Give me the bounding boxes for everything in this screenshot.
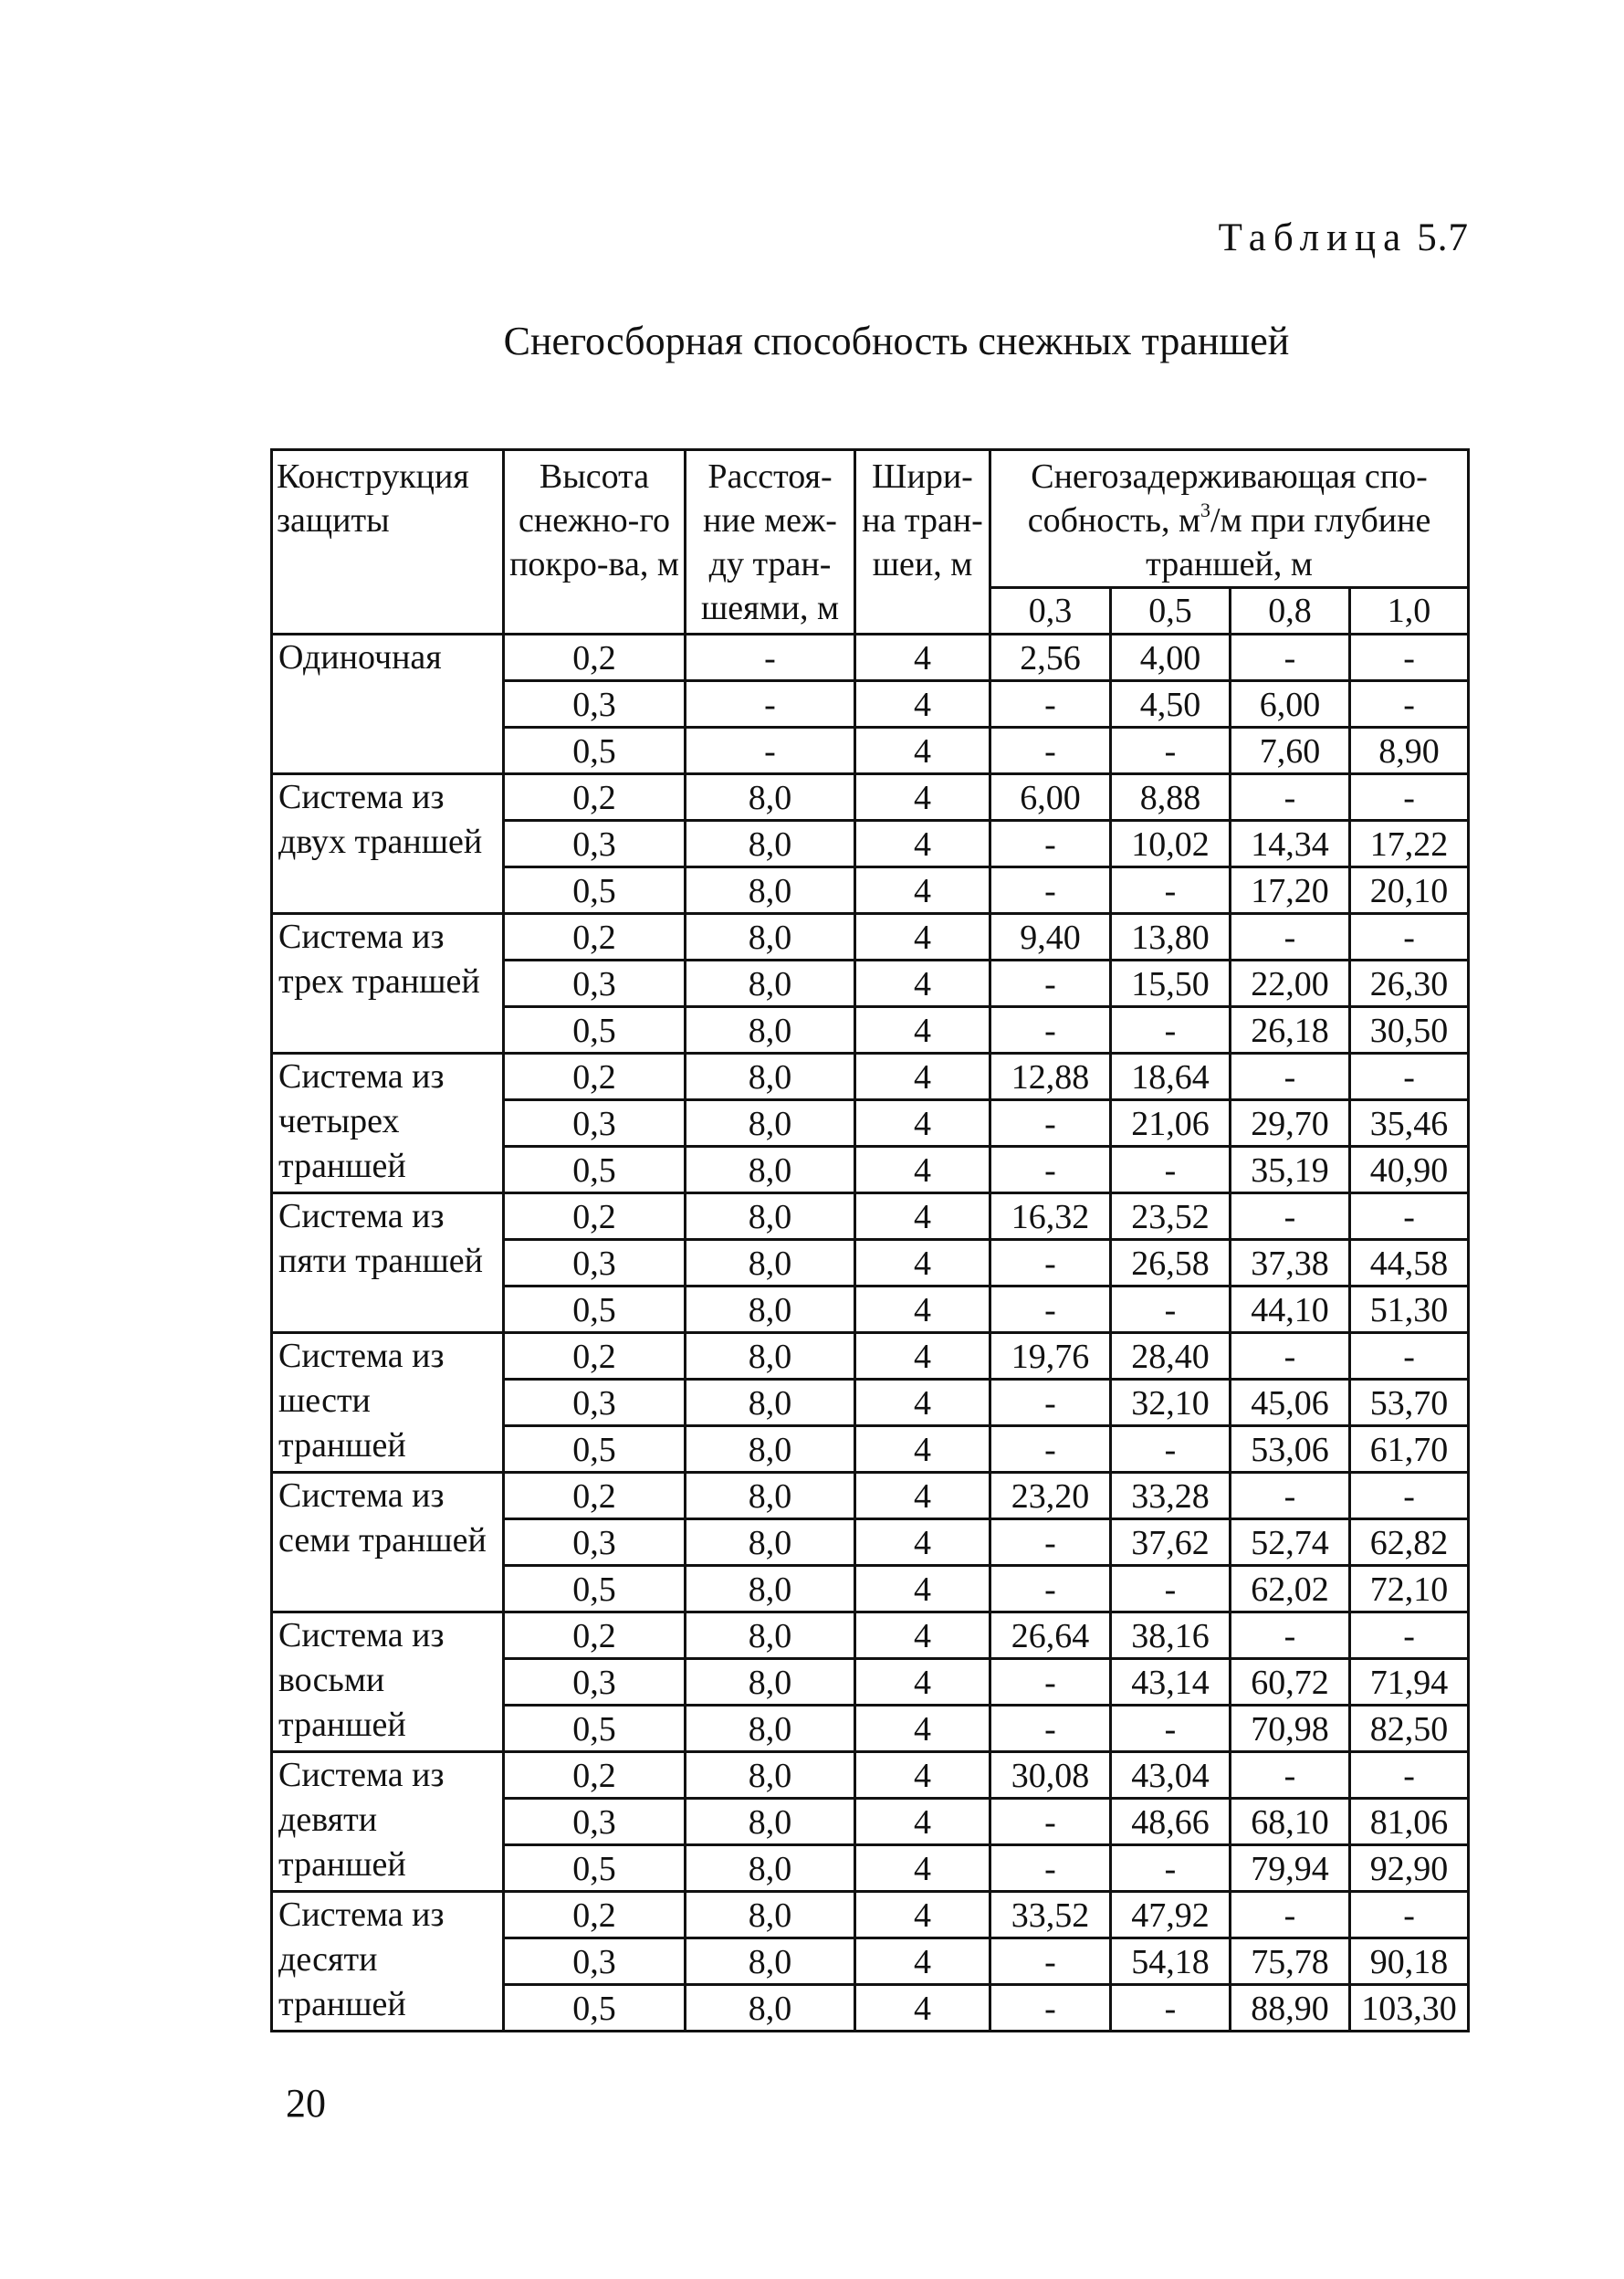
table-cell: 43,14	[1111, 1659, 1231, 1706]
table-cell: 35,19	[1231, 1147, 1350, 1193]
table-cell: 53,06	[1231, 1426, 1350, 1473]
table-cell: 62,82	[1350, 1519, 1469, 1566]
table-cell: 0,2	[504, 1612, 686, 1659]
table-cell: 19,76	[990, 1333, 1111, 1380]
table-cell: 4	[855, 681, 990, 728]
table-cell: 0,3	[504, 1380, 686, 1426]
table-cell: -	[990, 1380, 1111, 1426]
table-cell: 21,06	[1111, 1100, 1231, 1147]
table-cell: 4	[855, 1240, 990, 1287]
table-cell: -	[990, 1845, 1111, 1892]
header-capacity	[990, 450, 1469, 588]
table-cell: 92,90	[1350, 1845, 1469, 1892]
table-cell: 4	[855, 728, 990, 774]
table-cell: 26,64	[990, 1612, 1111, 1659]
table-cell: 7,60	[1231, 728, 1350, 774]
table-cell: 30,50	[1350, 1007, 1469, 1054]
table-cell: 0,2	[504, 1752, 686, 1799]
table-body	[272, 635, 1469, 2032]
header-depth: 0,8	[1231, 588, 1350, 635]
header-depth: 0,5	[1111, 588, 1231, 635]
table-cell: 48,66	[1111, 1799, 1231, 1845]
table-cell: 0,2	[504, 1892, 686, 1938]
table-cell: 8,0	[686, 1938, 855, 1985]
table-cell: 4	[855, 1892, 990, 1938]
table-cell: 8,0	[686, 1659, 855, 1706]
table-cell: 0,3	[504, 1938, 686, 1985]
table-cell: -	[1231, 774, 1350, 821]
table-cell: -	[990, 1519, 1111, 1566]
table-cell: 8,0	[686, 867, 855, 914]
construction-name: Одиночная	[272, 635, 504, 774]
table-cell: 61,70	[1350, 1426, 1469, 1473]
table-cell: 40,90	[1350, 1147, 1469, 1193]
table-cell: 44,10	[1231, 1287, 1350, 1333]
table-cell: 4	[855, 1380, 990, 1426]
table-caption: Снегосборная способность снежных траншей	[503, 319, 1290, 363]
table-cell: 0,5	[504, 1426, 686, 1473]
table-cell: 0,5	[504, 1566, 686, 1612]
table-cell: 4	[855, 1752, 990, 1799]
table-cell: 29,70	[1231, 1100, 1350, 1147]
construction-name: Система из девяти траншей	[272, 1752, 504, 1892]
table-cell: 22,00	[1231, 961, 1350, 1007]
table-cell: 4	[855, 1147, 990, 1193]
table-cell: 0,3	[504, 1100, 686, 1147]
table-cell: 4	[855, 1985, 990, 2032]
table-cell: 8,0	[686, 1287, 855, 1333]
table-cell: -	[1111, 1845, 1231, 1892]
construction-name: Система из десяти траншей	[272, 1892, 504, 2032]
table-cell: -	[1350, 1054, 1469, 1100]
table-cell: 8,90	[1350, 728, 1469, 774]
table-cell: 81,06	[1350, 1799, 1469, 1845]
table-cell: 4	[855, 1519, 990, 1566]
table-cell: 0,2	[504, 1473, 686, 1519]
table-row	[272, 1333, 1469, 1380]
table-cell: -	[1350, 1193, 1469, 1240]
table-cell: 43,04	[1111, 1752, 1231, 1799]
construction-name: Система из восьми траншей	[272, 1612, 504, 1752]
table-cell: 2,56	[990, 635, 1111, 681]
table-cell: 0,3	[504, 961, 686, 1007]
table-label-word: Таблица	[1218, 216, 1409, 259]
table-cell: -	[1231, 1892, 1350, 1938]
table-cell: 8,0	[686, 1799, 855, 1845]
table-cell: 14,34	[1231, 821, 1350, 867]
table-cell: 8,0	[686, 1985, 855, 2032]
table-cell: 17,22	[1350, 821, 1469, 867]
table-cell: 71,94	[1350, 1659, 1469, 1706]
table-cell: -	[1231, 1333, 1350, 1380]
table-cell: -	[1111, 1706, 1231, 1752]
page-number: 20	[286, 2081, 326, 2126]
table-cell: -	[1231, 1193, 1350, 1240]
table-cell: 4	[855, 1612, 990, 1659]
construction-name: Система из четырех траншей	[272, 1054, 504, 1193]
table-cell: -	[686, 728, 855, 774]
table-cell: 0,5	[504, 1007, 686, 1054]
table-cell: 90,18	[1350, 1938, 1469, 1985]
table-cell: 37,62	[1111, 1519, 1231, 1566]
table-cell: 8,0	[686, 1380, 855, 1426]
table-cell: 8,0	[686, 1054, 855, 1100]
table-cell: 8,0	[686, 1007, 855, 1054]
construction-name: Система из семи траншей	[272, 1473, 504, 1612]
table-cell: 45,06	[1231, 1380, 1350, 1426]
table-cell: 8,0	[686, 1333, 855, 1380]
table-cell: 4	[855, 961, 990, 1007]
table-cell: 0,2	[504, 1333, 686, 1380]
table-cell: 4	[855, 1473, 990, 1519]
table-cell: 4	[855, 1659, 990, 1706]
table-cell: -	[990, 1287, 1111, 1333]
table-cell: -	[990, 1659, 1111, 1706]
table-cell: -	[1111, 1566, 1231, 1612]
table-cell: 8,0	[686, 1240, 855, 1287]
table-cell: 4	[855, 914, 990, 961]
table-cell: -	[990, 1240, 1111, 1287]
table-cell: 4	[855, 1845, 990, 1892]
table-cell: -	[990, 1938, 1111, 1985]
table-cell: 33,52	[990, 1892, 1111, 1938]
table-cell: -	[1231, 914, 1350, 961]
table-cell: -	[1350, 1892, 1469, 1938]
table-cell: 26,30	[1350, 961, 1469, 1007]
table-cell: -	[1350, 1333, 1469, 1380]
table-cell: 13,80	[1111, 914, 1231, 961]
table-cell: 4	[855, 1426, 990, 1473]
table-cell: 4	[855, 1706, 990, 1752]
table-cell: 16,32	[990, 1193, 1111, 1240]
table-cell: 54,18	[1111, 1938, 1231, 1985]
table-row	[272, 1612, 1469, 1659]
table-cell: -	[686, 635, 855, 681]
table-cell: 51,30	[1350, 1287, 1469, 1333]
table-cell: -	[1231, 1752, 1350, 1799]
table-row	[272, 1752, 1469, 1799]
table-row	[272, 1193, 1469, 1240]
table-header	[272, 450, 1469, 635]
table-cell: 0,3	[504, 1799, 686, 1845]
table-cell: 4	[855, 1799, 990, 1845]
table-cell: 53,70	[1350, 1380, 1469, 1426]
table-cell: -	[990, 1706, 1111, 1752]
table-cell: 60,72	[1231, 1659, 1350, 1706]
table-cell: 0,2	[504, 635, 686, 681]
table-cell: 4	[855, 1333, 990, 1380]
table-cell: 47,92	[1111, 1892, 1231, 1938]
table-cell: -	[1350, 914, 1469, 961]
header-depth: 0,3	[990, 588, 1111, 635]
table-cell: 0,3	[504, 1240, 686, 1287]
table-cell: -	[1350, 1752, 1469, 1799]
table-cell: -	[1350, 774, 1469, 821]
construction-name: Система из двух траншей	[272, 774, 504, 914]
table-cell: 8,0	[686, 914, 855, 961]
table-cell: 4	[855, 867, 990, 914]
table-cell: 75,78	[1231, 1938, 1350, 1985]
table-cell: -	[990, 728, 1111, 774]
table-cell: -	[686, 681, 855, 728]
table-cell: 0,3	[504, 1659, 686, 1706]
table-cell: 0,5	[504, 867, 686, 914]
table-cell: 4	[855, 1566, 990, 1612]
table-cell: 23,20	[990, 1473, 1111, 1519]
table-cell: 8,0	[686, 1193, 855, 1240]
table-cell: 28,40	[1111, 1333, 1231, 1380]
table-cell: 23,52	[1111, 1193, 1231, 1240]
table-cell: 30,08	[990, 1752, 1111, 1799]
table-cell: 8,0	[686, 821, 855, 867]
construction-name: Система из трех траншей	[272, 914, 504, 1054]
table-row	[272, 774, 1469, 821]
table-cell: 38,16	[1111, 1612, 1231, 1659]
table-row	[272, 635, 1469, 681]
header-depth: 1,0	[1350, 588, 1469, 635]
table-cell: -	[990, 867, 1111, 914]
table-cell: 8,0	[686, 1612, 855, 1659]
table-cell: -	[1231, 1612, 1350, 1659]
header-distance: Расстоя-ние меж-ду тран-шеями, м	[686, 450, 855, 635]
table-cell: 20,10	[1350, 867, 1469, 914]
table-cell: 0,5	[504, 1706, 686, 1752]
table-cell: -	[1231, 1473, 1350, 1519]
table-cell: 10,02	[1111, 821, 1231, 867]
table-cell: -	[990, 681, 1111, 728]
table-cell: 82,50	[1350, 1706, 1469, 1752]
table-cell: 8,0	[686, 1566, 855, 1612]
table-cell: 0,5	[504, 728, 686, 774]
table-number: 5.7	[1417, 216, 1469, 259]
header-capacity-sup: 3	[1200, 499, 1211, 521]
table-cell: 26,18	[1231, 1007, 1350, 1054]
table-cell: 0,3	[504, 821, 686, 867]
table-cell: 26,58	[1111, 1240, 1231, 1287]
table-cell: 8,0	[686, 1426, 855, 1473]
table-cell: -	[990, 1566, 1111, 1612]
header-construction: Конструкция защиты	[272, 450, 504, 635]
table-cell: 4	[855, 1193, 990, 1240]
table-cell: 79,94	[1231, 1845, 1350, 1892]
table-cell: 72,10	[1350, 1566, 1469, 1612]
table-cell: 8,0	[686, 1752, 855, 1799]
table-cell: 0,5	[504, 1985, 686, 2032]
header-capacity-prefix: Снегозадерживающая спо-собность, м	[1027, 457, 1428, 540]
table-cell: 8,0	[686, 1519, 855, 1566]
table-cell: 37,38	[1231, 1240, 1350, 1287]
construction-name: Система из шести траншей	[272, 1333, 504, 1473]
table-cell: 0,5	[504, 1845, 686, 1892]
table-cell: 8,0	[686, 961, 855, 1007]
table-cell: 32,10	[1111, 1380, 1231, 1426]
construction-name: Система из пяти траншей	[272, 1193, 504, 1333]
table-row	[272, 1473, 1469, 1519]
table-cell: 4	[855, 1007, 990, 1054]
table-cell: 4	[855, 774, 990, 821]
table-cell: 0,2	[504, 1193, 686, 1240]
table-row	[272, 914, 1469, 961]
snow-trench-capacity-table	[270, 448, 1470, 2032]
header-snow-height: Высота снежно-го покро-ва, м	[504, 450, 686, 635]
table-cell: -	[1111, 728, 1231, 774]
table-cell: 6,00	[1231, 681, 1350, 728]
table-cell: 35,46	[1350, 1100, 1469, 1147]
table-cell: 4	[855, 635, 990, 681]
table-cell: 17,20	[1231, 867, 1350, 914]
table-cell: 33,28	[1111, 1473, 1231, 1519]
table-cell: -	[1111, 1426, 1231, 1473]
table-cell: 0,3	[504, 681, 686, 728]
table-cell: 68,10	[1231, 1799, 1350, 1845]
table-cell: 88,90	[1231, 1985, 1350, 2032]
table-cell: -	[1111, 1287, 1231, 1333]
table-cell: 4,50	[1111, 681, 1231, 728]
table-cell: 70,98	[1231, 1706, 1350, 1752]
table-cell: 4	[855, 1054, 990, 1100]
table-cell: 4	[855, 1100, 990, 1147]
table-cell: -	[1111, 1985, 1231, 2032]
table-cell: 8,0	[686, 1147, 855, 1193]
table-cell: 8,88	[1111, 774, 1231, 821]
table-cell: 6,00	[990, 774, 1111, 821]
table-cell: 4	[855, 1287, 990, 1333]
table-cell: 4	[855, 1938, 990, 1985]
table-cell: 0,5	[504, 1287, 686, 1333]
table-cell: 18,64	[1111, 1054, 1231, 1100]
table-cell: 8,0	[686, 1845, 855, 1892]
table-cell: 9,40	[990, 914, 1111, 961]
table-cell: -	[990, 1007, 1111, 1054]
table-cell: -	[1350, 681, 1469, 728]
table-cell: 4,00	[1111, 635, 1231, 681]
table-cell: -	[990, 821, 1111, 867]
table-cell: 0,5	[504, 1147, 686, 1193]
table-cell: 8,0	[686, 1473, 855, 1519]
table-cell: -	[990, 1985, 1111, 2032]
table-cell: 12,88	[990, 1054, 1111, 1100]
header-capacity-suffix: /м при глубине траншей, м	[1146, 501, 1431, 583]
table-cell: 8,0	[686, 1706, 855, 1752]
table-cell: 0,2	[504, 1054, 686, 1100]
table-cell: 8,0	[686, 1100, 855, 1147]
table-row	[272, 1892, 1469, 1938]
table-cell: 44,58	[1350, 1240, 1469, 1287]
table-cell: -	[1231, 635, 1350, 681]
table-cell: 4	[855, 821, 990, 867]
table-cell: -	[1350, 1473, 1469, 1519]
table-cell: -	[1231, 1054, 1350, 1100]
table-cell: 8,0	[686, 774, 855, 821]
table-cell: -	[990, 1799, 1111, 1845]
table-cell: 0,2	[504, 914, 686, 961]
table-cell: 0,2	[504, 774, 686, 821]
table-cell: -	[990, 961, 1111, 1007]
table-cell: -	[990, 1147, 1111, 1193]
table-cell: -	[990, 1426, 1111, 1473]
table-cell: 52,74	[1231, 1519, 1350, 1566]
table-cell: -	[1111, 867, 1231, 914]
table-cell: 103,30	[1350, 1985, 1469, 2032]
header-width: Шири-на тран-шеи, м	[855, 450, 990, 635]
table-cell: 62,02	[1231, 1566, 1350, 1612]
table-cell: -	[1350, 1612, 1469, 1659]
table-cell: 0,3	[504, 1519, 686, 1566]
table-cell: -	[1111, 1147, 1231, 1193]
table-row	[272, 1054, 1469, 1100]
table-cell: -	[1111, 1007, 1231, 1054]
table-cell: -	[1350, 635, 1469, 681]
table-cell: -	[990, 1100, 1111, 1147]
table-cell: 8,0	[686, 1892, 855, 1938]
table-label	[1219, 215, 1469, 260]
table-cell: 15,50	[1111, 961, 1231, 1007]
